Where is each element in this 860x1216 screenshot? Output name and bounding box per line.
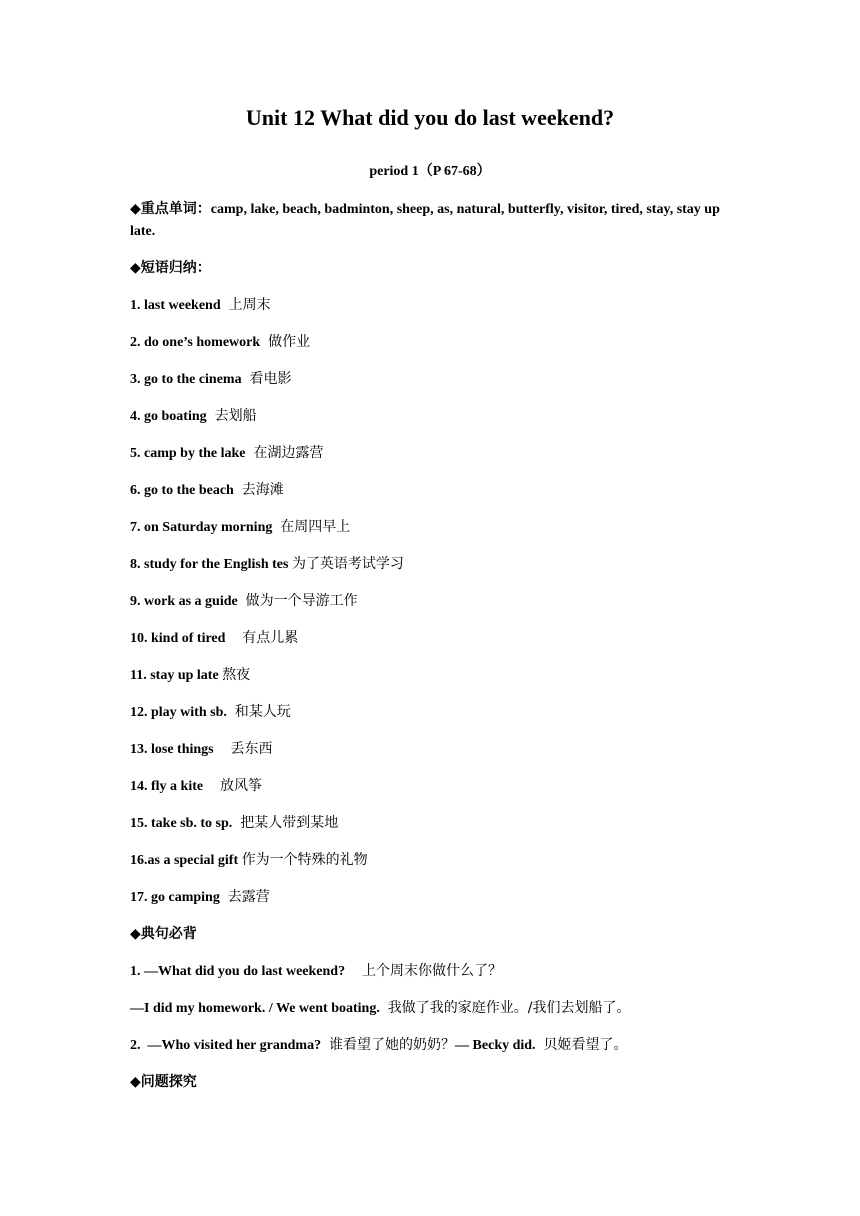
phrase-chinese: 作为一个特殊的礼物 xyxy=(241,852,368,868)
phrase-item xyxy=(130,849,734,872)
phrase-english: 6. go to the beach xyxy=(130,483,238,498)
phrase-english: 4. go boating xyxy=(130,409,211,424)
phrase-item xyxy=(130,775,734,798)
phrase-chinese: 去海滩 xyxy=(237,482,284,498)
phrase-chinese: 熬夜 xyxy=(222,667,251,683)
phrase-item xyxy=(130,664,734,687)
sentence-line xyxy=(130,997,734,1020)
phrase-chinese: 去露营 xyxy=(223,889,270,905)
phrase-english: 5. camp by the lake xyxy=(130,446,249,461)
phrase-item xyxy=(130,294,734,317)
phrase-english: 15. take sb. to sp. xyxy=(130,816,236,831)
phrase-item xyxy=(130,516,734,539)
phrases-heading xyxy=(130,257,734,280)
sentence-chinese: 谁看望了她的奶奶？ xyxy=(324,1037,456,1053)
phrase-chinese: 有点儿累 xyxy=(228,630,299,646)
phrase-english: 10. kind of tired xyxy=(130,631,229,646)
phrase-item xyxy=(130,553,734,576)
phrase-chinese: 去划船 xyxy=(210,408,257,424)
sentences-heading-text: ◆典句必背 xyxy=(130,926,197,942)
phrase-chinese: 丢东西 xyxy=(217,741,273,757)
vocab-list: camp, lake, beach, badminton, sheep, as, natural, butterfly, visitor, tired, stay, stay up late. xyxy=(130,202,720,239)
sentence-english: 1. —What did you do last weekend? xyxy=(130,964,349,979)
sentence-line xyxy=(130,960,734,983)
sentence-english: — Becky did. xyxy=(455,1038,540,1053)
phrase-english: 8. study for the English tes xyxy=(130,557,292,572)
phrase-chinese: 把某人带到某地 xyxy=(235,815,339,831)
phrase-chinese: 做为一个导游工作 xyxy=(241,593,358,609)
phrase-chinese: 做作业 xyxy=(263,334,311,350)
sentence-english: 2. —Who visited her grandma? xyxy=(130,1038,325,1053)
sentence-chinese: 贝姬看望了。 xyxy=(539,1037,628,1053)
phrase-english: 14. fly a kite xyxy=(130,779,207,794)
phrase-item xyxy=(130,479,734,502)
sentences-heading xyxy=(130,923,734,946)
page-subtitle: period 1（P 67-68） xyxy=(369,164,491,179)
phrase-item xyxy=(130,738,734,761)
phrases-heading-text: ◆短语归纳： xyxy=(130,260,211,276)
phrase-item xyxy=(130,405,734,428)
phrase-english: 9. work as a guide xyxy=(130,594,242,609)
inquiry-heading xyxy=(130,1071,734,1094)
phrase-chinese: 和某人玩 xyxy=(230,704,291,720)
sentence-english: —I did my homework. / We went boating. xyxy=(130,1001,384,1016)
page-title: Unit 12 What did you do last weekend? xyxy=(245,105,615,130)
phrase-item xyxy=(130,812,734,835)
phrase-chinese: 上周末 xyxy=(224,297,271,313)
sentence-chinese: 我们去划船了。 xyxy=(532,1000,631,1016)
sentence-chinese: 我做了我的家庭作业。/ xyxy=(383,1000,533,1016)
phrase-english: 13. lose things xyxy=(130,742,218,757)
phrase-item xyxy=(130,442,734,465)
phrase-item xyxy=(130,331,734,354)
phrase-english: 12. play with sb. xyxy=(130,705,231,720)
phrase-english: 3. go to the cinema xyxy=(130,372,246,387)
phrase-chinese: 在湖边露营 xyxy=(249,445,324,461)
sentence-line xyxy=(130,1034,734,1057)
phrase-english: 1. last weekend xyxy=(130,298,225,313)
phrase-english: 7. on Saturday morning xyxy=(130,520,276,535)
phrase-english: 16.as a special gift xyxy=(130,853,242,868)
inquiry-heading-text: ◆问题探究 xyxy=(130,1074,197,1090)
phrase-item xyxy=(130,368,734,391)
sentence-chinese: 上个周末你做什么了？ xyxy=(348,963,502,979)
phrase-chinese: 看电影 xyxy=(245,371,292,387)
vocab-heading: ◆重点单词： xyxy=(130,201,211,217)
phrase-chinese: 为了英语考试学习 xyxy=(291,556,404,572)
phrase-english: 11. stay up late xyxy=(130,668,223,683)
phrase-item xyxy=(130,886,734,909)
phrase-chinese: 在周四早上 xyxy=(275,519,351,535)
phrase-item xyxy=(130,701,734,724)
phrase-chinese: 放风筝 xyxy=(206,778,262,794)
phrase-english: 17. go camping xyxy=(130,890,224,905)
phrase-item xyxy=(130,627,734,650)
vocab-section xyxy=(130,198,734,243)
phrase-item xyxy=(130,590,734,613)
phrase-english: 2. do one’s homework xyxy=(130,335,264,350)
